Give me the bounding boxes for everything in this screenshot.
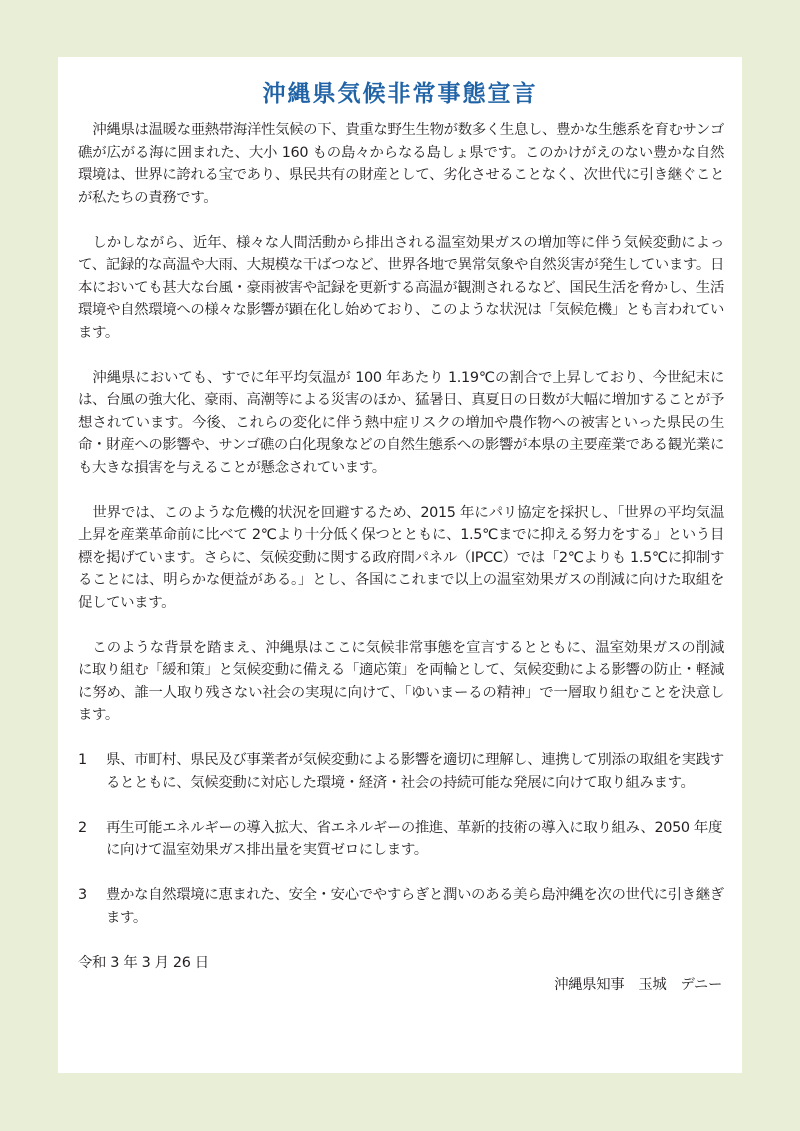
item-text: 再生可能エネルギーの導入拡大、省エネルギーの推進、革新的技術の導入に取り組み、2050 年度に向けて温室効果ガス排出量を実質ゼロにします。 <box>106 819 722 858</box>
document-title: 沖縄県気候非常事態宣言 <box>262 80 538 107</box>
signature: 沖縄県知事 玉城 デニー <box>554 977 722 993</box>
declaration-item-3 <box>78 884 724 929</box>
paragraph-4: 世界では、このような危機的状況を回避するため、2015 年にパリ協定を採択し、「世界の平均気温上昇を産業革命前に比べて 2℃より十分低く保つとともに、1.5℃までに抑える努力をする」という目標を掲げています。さらに、気候変動に関する政府間パネル（IPCC）では「2℃よりも 1.5℃に抑制することには、明らかな便益がある。」とし、各国にこれまで以上の温室効果ガスの削減に向けた取組を促しています。 <box>78 504 724 611</box>
item-number: 3 <box>78 887 87 903</box>
document-page <box>58 57 742 1073</box>
item-number: 1 <box>78 752 87 768</box>
paragraph-3: 沖縄県においても、すでに年平均気温が 100 年あたり 1.19℃の割合で上昇しており、今世紀末には、台風の強大化、豪雨、高潮等による災害のほか、猛暑日、真夏日の日数が大幅に増加することが予想されています。今後、これらの変化に伴う熱中症リスクの増加や農作物への被害といった県民の生命・財産への影響や、サンゴ礁の白化現象などの自然生態系への影響が本県の主要産業である観光業にも大きな損害を与えることが懸念されています。 <box>78 369 724 476</box>
item-text: 豊かな自然環境に恵まれた、安全・安心でやすらぎと潤いのある美ら島沖縄を次の世代に引き継ぎます。 <box>106 887 724 926</box>
declaration-item-1 <box>78 749 724 794</box>
item-text: 県、市町村、県民及び事業者が気候変動による影響を適切に理解し、連携して別添の取組を実践するとともに、気候変動に対応した環境・経済・社会の持続可能な発展に向けて取り組みます。 <box>106 752 724 791</box>
item-number: 2 <box>78 819 87 836</box>
declaration-date: 令和 3 年 3 月 26 日 <box>78 954 209 971</box>
paragraph-5: このような背景を踏まえ、沖縄県はここに気候非常事態を宣言するとともに、温室効果ガスの削減に取り組む「緩和策」と気候変動に備える「適応策」を両輪として、気候変動による影響の防止・軽減に努め、誰一人取り残さない社会の実現に向けて、「ゆいまーるの精神」で一層取り組むことを決意します。 <box>78 639 724 723</box>
declaration-item-2 <box>78 817 724 862</box>
paragraph-2: しかしながら、近年、様々な人間活動から排出される温室効果ガスの増加等に伴う気候変動によって、記録的な高温や大雨、大規模な干ばつなど、世界各地で異常気象や自然災害が発生しています。日本においても甚大な台風・豪雨被害や記録を更新する高温が観測されるなど、国民生活を脅かし、生活環境や自然環境への様々な影響が顕在化し始めており、このような状況は「気候危機」とも言われています。 <box>78 234 724 341</box>
document-body <box>78 119 724 997</box>
paragraph-1: 沖縄県は温暖な亜熱帯海洋性気候の下、貴重な野生生物が数多く生息し、豊かな生態系を育むサンゴ礁が広がる海に囲まれた、大小 160 もの島々からなる島しょ県です。このかけがえのない豊かな自然環境は、世界に誇れる宝であり、県民共有の財産として、劣化させることなく、次世代に引き継ぐことが私たちの責務です。 <box>78 122 724 206</box>
